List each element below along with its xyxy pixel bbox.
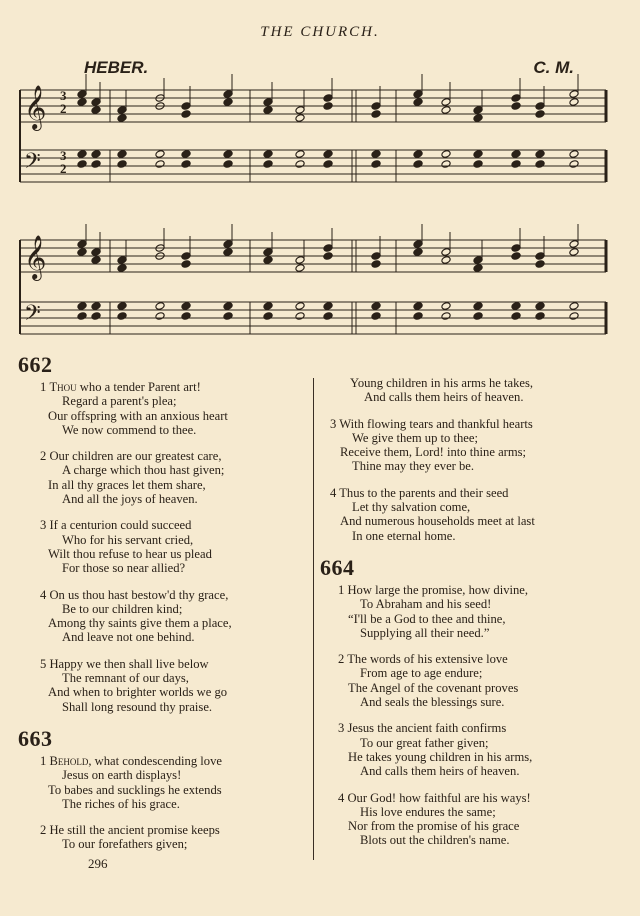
note-head [371,110,381,119]
stanza-line: To our great father given; [360,735,489,750]
note-head [413,312,423,321]
hymn-number: 664 [320,554,355,580]
stanza-line: In all thy graces let them share, [48,477,206,492]
running-head: THE CHURCH. [260,24,380,40]
stanza-line: His love endures the same; [360,804,496,819]
note-head [511,102,521,111]
stanza-line: 4 On us thou hast bestow'd thy grace, [40,587,229,602]
note-head [441,160,451,169]
stanza [18,518,298,575]
note-head [223,302,233,311]
note-head [441,150,451,159]
note-head [535,160,545,169]
note-head [263,106,273,115]
note-head [511,302,521,311]
stanza [18,823,298,852]
note-head [117,264,127,273]
note-head [295,160,305,169]
note-head [511,150,521,159]
note-head [473,160,483,169]
stanza [320,721,620,778]
note-head [295,312,305,321]
note-head [155,150,165,159]
note-head [263,160,273,169]
stanza-continued [320,376,620,405]
note-head [473,264,483,273]
note-head [569,98,579,107]
note-head [569,312,579,321]
time-signature: 2 [60,161,67,176]
note-head [511,312,521,321]
note-head [295,114,305,123]
note-head [323,252,333,261]
hymn-number: 662 [18,352,53,377]
stanza-line: To our forefathers given; [62,837,188,852]
stanza-line: 2 The words of his extensive love [338,652,508,667]
note-head [263,302,273,311]
hymn-number: 663 [18,725,53,751]
note-head [263,312,273,321]
note-head [155,302,165,311]
time-signature: 3 [60,88,67,103]
note-head [511,160,521,169]
stanza-line: To babes and sucklings he extends [48,782,222,797]
note-head [181,150,191,159]
stanza-line: Our offspring with an anxious heart [48,408,228,423]
note-head [413,302,423,311]
bass-clef-icon: 𝄢 [24,149,41,179]
note-head [77,312,87,321]
note-head [535,312,545,321]
meter: C. M. [533,58,574,77]
stanza-line: And numerous households meet at last [340,514,535,529]
note-head [473,150,483,159]
treble-clef-icon: 𝄞 [24,85,47,129]
note-head [223,98,233,107]
stanza-line: And calls them heirs of heaven. [360,764,520,779]
stanza-line: Among thy saints give them a place, [48,616,232,631]
note-head [155,312,165,321]
left-column [18,350,298,864]
stanza-line: And seals the blessings sure. [360,695,505,710]
stanza-line: Thine may they ever be. [352,459,475,474]
note-head [77,150,87,159]
note-head [569,160,579,169]
stanza-line: Wilt thou refuse to hear us plead [48,546,212,561]
note-head [569,302,579,311]
stanza-line: Shall long resound thy praise. [62,699,213,714]
note-head [91,150,101,159]
stanza-line: He takes young children in his arms, [348,749,533,764]
stanza-line: 3 With flowing tears and thankful hearts [330,416,533,431]
bass-clef-icon: 𝄢 [24,301,41,331]
note-head [117,114,127,123]
stanza-line: In one eternal home. [352,528,456,543]
note-head [511,252,521,261]
note-head [371,160,381,169]
stanza-line: And calls them heirs of heaven. [364,390,524,405]
note-head [323,150,333,159]
note-head [181,160,191,169]
stanza-line: Nor from the promise of his grace [348,819,520,834]
note-head [91,312,101,321]
note-head [441,106,451,115]
note-head [473,312,483,321]
stanza-line: 2 Our children are our greatest care, [40,449,222,464]
note-head [323,102,333,111]
note-head [413,150,423,159]
stanza-line: Supplying all their need.” [360,625,490,640]
stanza-line: Be to our children kind; [62,601,183,616]
stanza [18,380,298,437]
stanza-line: And when to brighter worlds we go [48,685,228,700]
note-head [473,302,483,311]
note-head [535,150,545,159]
stanza-line: 1 How large the promise, how divine, [338,582,529,597]
note-head [371,150,381,159]
stanza-line: 4 Thus to the parents and their seed [330,485,509,500]
note-head [569,248,579,257]
note-head [91,106,101,115]
time-signature: 2 [60,101,67,116]
stanza [18,754,298,811]
note-head [441,302,451,311]
note-head [295,150,305,159]
stanza-line: 1 Behold, what condescending love [40,753,222,768]
note-head [441,256,451,265]
note-head [535,260,545,269]
note-head [371,260,381,269]
stanza-line: Jesus on earth displays! [62,768,182,783]
stanza [18,588,298,645]
stanza [320,486,620,543]
note-head [117,150,127,159]
time-signature: 3 [60,148,67,163]
note-head [181,260,191,269]
stanza [18,657,298,714]
note-head [295,264,305,273]
stanza-line: Let thy salvation come, [352,500,471,515]
stanza [320,583,620,640]
stanza-line: Receive them, Lord! into thine arms; [340,445,527,460]
stanza [320,791,620,848]
note-head [223,160,233,169]
note-head [117,312,127,321]
note-head [77,160,87,169]
note-head [77,248,87,257]
note-head [223,248,233,257]
note-head [117,302,127,311]
stanza-line: 5 Happy we then shall live below [40,656,209,671]
note-head [295,302,305,311]
stanza-line: “I'll be a God to thee and thine, [348,611,506,626]
note-head [323,312,333,321]
stanza-line: For those so near allied? [62,561,186,576]
note-head [413,98,423,107]
note-head [77,98,87,107]
note-head [441,312,451,321]
note-head [535,110,545,119]
note-head [117,160,127,169]
note-head [473,114,483,123]
note-head [371,302,381,311]
stanza-line: 2 He still the ancient promise keeps [40,823,220,838]
stanza-line: Regard a parent's plea; [62,394,177,409]
note-head [181,110,191,119]
stanza [320,652,620,709]
stanza-line: Who for his servant cried, [62,532,194,547]
stanza [320,417,620,474]
note-head [323,160,333,169]
note-head [371,312,381,321]
stanza-line: 3 Jesus the ancient faith confirms [338,721,507,736]
note-head [263,256,273,265]
stanza-line: We give them up to thee; [352,430,478,445]
stanza-line: And all the joys of heaven. [62,492,198,507]
stanza-line: To Abraham and his seed! [360,597,492,612]
note-head [155,160,165,169]
note-head [91,302,101,311]
stanza-line: Young children in his arms he takes, [350,376,534,390]
stanza-line: The Angel of the covenant proves [348,680,519,695]
note-head [223,312,233,321]
stanza-line: And leave not one behind. [62,630,195,645]
note-head [413,248,423,257]
stanza-line: Blots out the children's name. [360,833,510,848]
note-head [569,150,579,159]
note-head [223,150,233,159]
note-head [263,150,273,159]
stanza-line: From age to age endure; [360,666,483,681]
note-head [77,302,87,311]
note-head [181,302,191,311]
stanza-line: 1 Thou who a tender Parent art! [40,380,201,394]
note-head [413,160,423,169]
music-score [0,0,640,360]
note-head [181,312,191,321]
note-head [91,256,101,265]
stanza-line: The riches of his grace. [62,796,180,811]
stanza-line: We now commend to thee. [62,422,197,437]
stanza [18,449,298,506]
stanza-line: The remnant of our days, [62,671,189,686]
note-head [535,302,545,311]
note-head [91,160,101,169]
right-column [320,376,620,860]
page-number: 296 [88,856,108,871]
note-head [323,302,333,311]
tune-name: HEBER. [84,58,149,77]
stanza-line: 4 Our God! how faithful are his ways! [338,790,531,805]
stanza-line: 3 If a centurion could succeed [40,518,192,533]
treble-clef-icon: 𝄞 [24,235,47,279]
stanza-line: A charge which thou hast given; [62,463,225,478]
column-divider [313,378,314,860]
